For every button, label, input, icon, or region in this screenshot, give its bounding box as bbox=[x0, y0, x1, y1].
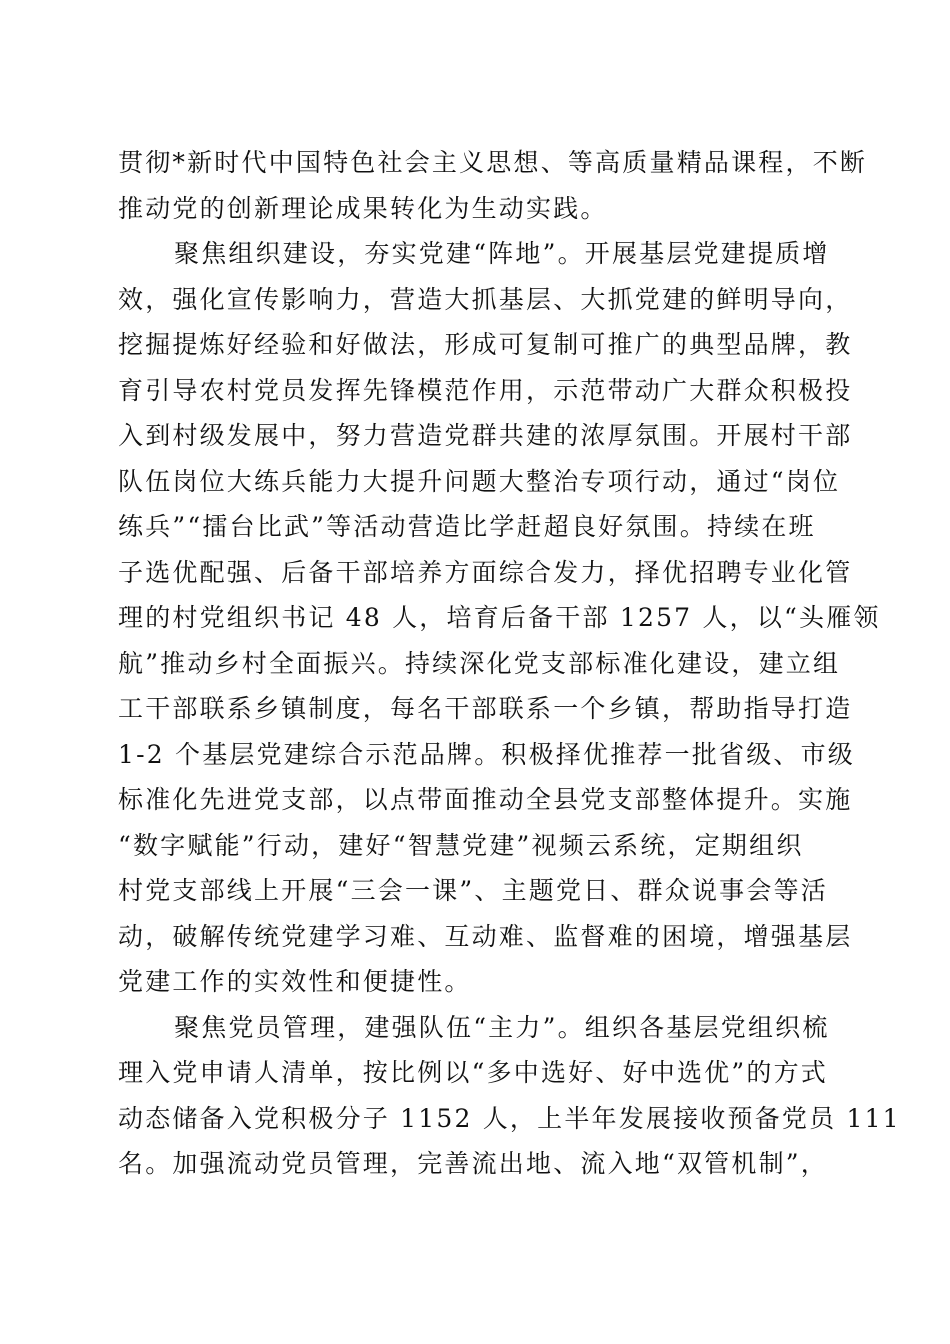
paragraph-3-line-3: 动态储备入党积极分子 1152 人，上半年发展接收预备党员 111 bbox=[118, 1103, 901, 1133]
paragraph-2-line-13: 标准化先进党支部，以点带面推动全县党支部整体提升。实施 bbox=[118, 785, 853, 814]
paragraph-2-line-4: 育引导农村党员发挥先锋模范作用，示范带动广大群众积极投 bbox=[118, 375, 853, 405]
paragraph-2-line-7: 练兵”“擂台比武”等活动营造比学赶超良好氛围。持续在班 bbox=[118, 512, 816, 541]
paragraph-3 bbox=[118, 1005, 901, 1187]
paragraph-2-line-12: 1-2 个基层党建综合示范品牌。积极择优推荐一批省级、市级 bbox=[118, 739, 856, 769]
paragraph-2-line-5: 入到村级发展中，努力营造党群共建的浓厚氛围。开展村干部 bbox=[118, 421, 853, 450]
document-body bbox=[118, 140, 901, 1187]
paragraph-2-line-3: 挖掘提炼好经验和好做法，形成可复制可推广的典型品牌，教 bbox=[118, 330, 853, 359]
paragraph-2-line-15: 村党支部线上开展“三会一课”、主题党日、群众说事会等活 bbox=[118, 876, 828, 905]
paragraph-2-line-1: 聚焦组织建设，夯实党建“阵地”。开展基层党建提质增 bbox=[174, 239, 830, 268]
paragraph-2-line-2: 效，强化宣传影响力，营造大抓基层、大抓党建的鲜明导向， bbox=[118, 284, 853, 314]
paragraph-3-line-2: 理入党申请人清单，按比例以“多中选好、好中选优”的方式 bbox=[118, 1058, 828, 1087]
paragraph-2-line-9: 理的村党组织书记 48 人，培育后备干部 1257 人，以“头雁领 bbox=[118, 603, 881, 632]
paragraph-2 bbox=[118, 231, 881, 1005]
paragraph-3-line-4: 名。加强流动党员管理，完善流出地、流入地“双管机制”， bbox=[118, 1149, 828, 1178]
paragraph-1 bbox=[118, 140, 868, 231]
paragraph-2-line-10: 航”推动乡村全面振兴。持续深化党支部标准化建设，建立组 bbox=[118, 648, 841, 678]
paragraph-2-line-16: 动，破解传统党建学习难、互动难、监督难的困境，增强基层 bbox=[118, 921, 853, 951]
paragraph-1-line-2: 推动党的创新理论成果转化为生动实践。 bbox=[118, 193, 608, 223]
paragraph-2-line-17: 党建工作的实效性和便捷性。 bbox=[118, 967, 472, 996]
paragraph-2-line-8: 子选优配强、后备干部培养方面综合发力，择优招聘专业化管 bbox=[118, 557, 853, 587]
paragraph-2-line-14: “数字赋能”行动，建好“智慧党建”视频云系统，定期组织 bbox=[118, 830, 804, 860]
paragraph-3-line-1: 聚焦党员管理，建强队伍“主力”。组织各基层党组织梳 bbox=[174, 1012, 830, 1042]
paragraph-2-line-11: 工干部联系乡镇制度，每名干部联系一个乡镇，帮助指导打造 bbox=[118, 694, 853, 723]
paragraph-2-line-6: 队伍岗位大练兵能力大提升问题大整治专项行动，通过“岗位 bbox=[118, 466, 841, 496]
paragraph-1-line-1: 贯彻*新时代中国特色社会主义思想、等高质量精品课程，不断 bbox=[118, 148, 868, 177]
